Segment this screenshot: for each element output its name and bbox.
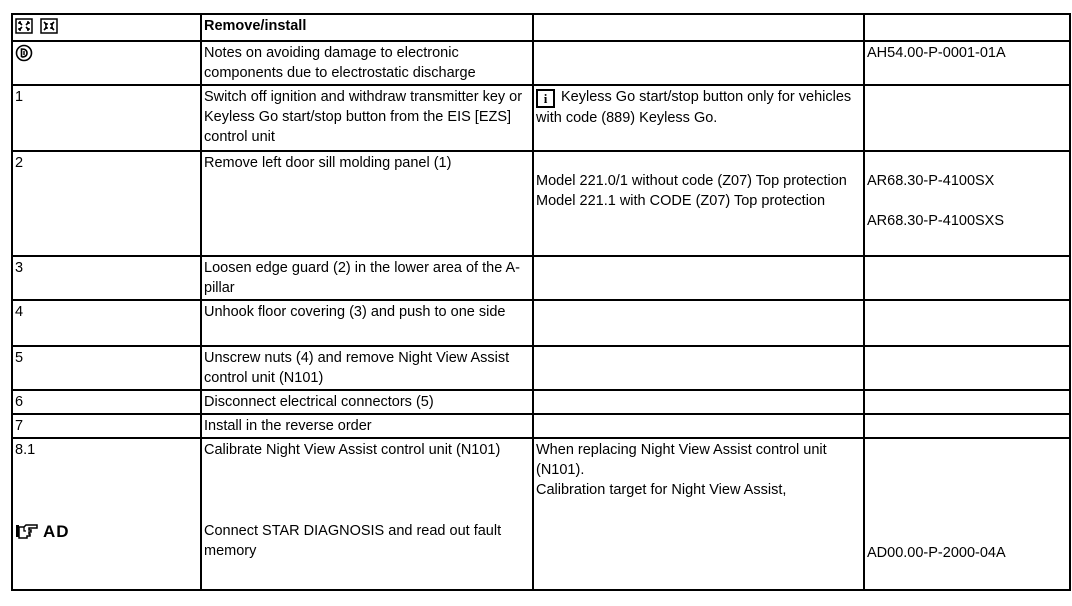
step-number: 4 bbox=[12, 300, 201, 346]
header-title: Remove/install bbox=[201, 14, 533, 41]
step-description: Notes on avoiding damage to electronic components due to electrostatic discharge bbox=[201, 41, 533, 85]
table-row bbox=[12, 151, 1070, 256]
step-number: 3 bbox=[12, 256, 201, 300]
note-cell bbox=[533, 346, 864, 390]
reference-cell bbox=[864, 346, 1070, 390]
note-text: When replacing Night View Assist control unit (N101). bbox=[536, 442, 827, 478]
step-description: Loosen edge guard (2) in the lower area of the A-pillar bbox=[201, 256, 533, 300]
step-number: 7 bbox=[12, 414, 201, 438]
remove-icon bbox=[15, 18, 33, 34]
step-number: 1 bbox=[12, 85, 201, 151]
reference-cell bbox=[864, 300, 1070, 346]
note-text: Calibration target for Night View Assist, bbox=[536, 482, 787, 498]
reference-cell bbox=[864, 85, 1070, 151]
header-icons-cell bbox=[12, 14, 201, 41]
esd-icon-cell bbox=[12, 41, 201, 85]
table-row bbox=[12, 300, 1070, 346]
note-text: Model 221.1 with CODE (Z07) Top protection bbox=[536, 193, 826, 209]
table-row bbox=[12, 85, 1070, 151]
step-number: 5 bbox=[12, 346, 201, 390]
reference-link[interactable]: AR68.30-P-4100SX bbox=[867, 173, 995, 189]
ad-reference-link[interactable]: AD00.00-P-2000-04A bbox=[867, 545, 1006, 561]
note-text: Model 221.0/1 without code (Z07) Top protection bbox=[536, 173, 847, 189]
step-description: Switch off ignition and withdraw transmitter key or Keyless Go start/stop button from the EIS [EZS] control unit bbox=[201, 85, 533, 151]
step-number: 2 bbox=[12, 151, 201, 256]
header-row bbox=[12, 14, 1070, 41]
note-cell bbox=[533, 390, 864, 414]
note-cell bbox=[533, 85, 864, 151]
note-text: Keyless Go start/stop button only for vehicles with code (889) Keyless Go. bbox=[536, 89, 852, 126]
reference-link[interactable]: AR68.30-P-4100SXS bbox=[867, 213, 1005, 229]
step-number-cell bbox=[12, 438, 201, 590]
ad-description: Connect STAR DIAGNOSIS and read out fault memory bbox=[204, 523, 502, 559]
step-description: Unscrew nuts (4) and remove Night View Assist control unit (N101) bbox=[201, 346, 533, 390]
table-row bbox=[12, 414, 1070, 438]
step-description: Calibrate Night View Assist control unit (N101) bbox=[204, 442, 501, 458]
table-row bbox=[12, 390, 1070, 414]
info-icon: i bbox=[536, 89, 555, 108]
install-icon bbox=[40, 18, 58, 34]
reference-cell bbox=[864, 414, 1070, 438]
esd-reference-link[interactable]: AH54.00-P-0001-01A bbox=[864, 41, 1070, 85]
step-description-cell bbox=[201, 438, 533, 590]
esd-warning-icon bbox=[15, 44, 33, 62]
table-row bbox=[12, 256, 1070, 300]
step-number: 6 bbox=[12, 390, 201, 414]
note-cell bbox=[533, 256, 864, 300]
table-row bbox=[12, 41, 1070, 85]
header-empty-cell bbox=[864, 14, 1070, 41]
procedure-table bbox=[11, 13, 1071, 591]
table-row bbox=[12, 438, 1070, 590]
ad-marker bbox=[15, 522, 198, 542]
reference-cell bbox=[864, 256, 1070, 300]
step-description: Install in the reverse order bbox=[201, 414, 533, 438]
note-cell bbox=[533, 151, 864, 256]
hand-pointer-icon bbox=[15, 523, 39, 541]
step-description: Remove left door sill molding panel (1) bbox=[201, 151, 533, 256]
step-description: Disconnect electrical connectors (5) bbox=[201, 390, 533, 414]
note-cell bbox=[533, 438, 864, 590]
note-cell bbox=[533, 41, 864, 85]
step-number: 8.1 bbox=[15, 442, 36, 458]
reference-cell bbox=[864, 438, 1070, 590]
reference-cell bbox=[864, 390, 1070, 414]
table-row bbox=[12, 346, 1070, 390]
header-empty-cell bbox=[533, 14, 864, 41]
ad-label: AD bbox=[43, 522, 70, 542]
reference-cell bbox=[864, 151, 1070, 256]
note-cell bbox=[533, 300, 864, 346]
note-cell bbox=[533, 414, 864, 438]
step-description: Unhook floor covering (3) and push to one side bbox=[201, 300, 533, 346]
